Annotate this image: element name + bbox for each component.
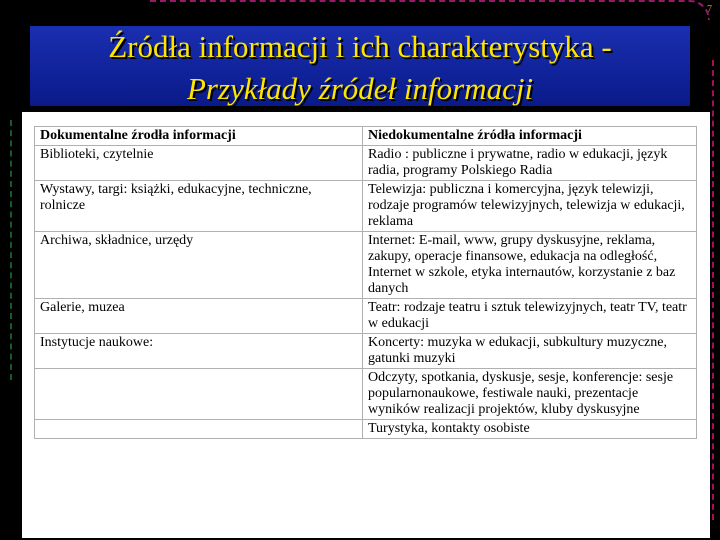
slide-title: Źródła informacji i ich charakterystyka -: [108, 29, 612, 64]
table-row: [35, 299, 697, 334]
cell-non-documentary: Turystyka, kontakty osobiste: [363, 420, 697, 439]
cell-documentary: [35, 420, 363, 439]
table-row: [35, 420, 697, 439]
cell-documentary: Galerie, muzea: [35, 299, 363, 334]
header-documentary: Dokumentalne źrodła informacji: [35, 127, 363, 146]
slide-subtitle: Przykłady źródeł informacji: [186, 71, 534, 106]
table-row: [35, 232, 697, 299]
decorative-border-top: [150, 0, 710, 20]
decorative-border-left: [10, 120, 20, 380]
table-row: [35, 334, 697, 369]
table-row: [35, 181, 697, 232]
slide-number: 7: [707, 4, 712, 15]
cell-non-documentary: Internet: E-mail, www, grupy dyskusyjne, reklama, zakupy, operacje finansowe, edukacja na odległość, Internet w szkole, etyka internautów, korzystanie z baz danych: [363, 232, 697, 299]
table-row: [35, 146, 697, 181]
cell-non-documentary: Koncerty: muzyka w edukacji, subkultury muzyczne, gatunki muzyki: [363, 334, 697, 369]
cell-documentary: Archiwa, składnice, urzędy: [35, 232, 363, 299]
cell-documentary: Biblioteki, czytelnie: [35, 146, 363, 181]
cell-documentary: Instytucje naukowe:: [35, 334, 363, 369]
sources-table: [34, 126, 697, 439]
header-non-documentary: Niedokumentalne źródła informacji: [363, 127, 697, 146]
table-row: [35, 369, 697, 420]
cell-non-documentary: Radio : publiczne i prywatne, radio w edukacji, język radia, programy Polskiego Radia: [363, 146, 697, 181]
cell-non-documentary: Teatr: rodzaje teatru i sztuk telewizyjnych, teatr TV, teatr w edukacji: [363, 299, 697, 334]
cell-documentary: Wystawy, targi: książki, edukacyjne, techniczne, rolnicze: [35, 181, 363, 232]
cell-non-documentary: Odczyty, spotkania, dyskusje, sesje, konferencje: sesje popularnonaukowe, festiwale nauki, prezentacje wyników realizacji projektów, kluby dyskusyjne: [363, 369, 697, 420]
table-header-row: [35, 127, 697, 146]
cell-documentary: [35, 369, 363, 420]
cell-non-documentary: Telewizja: publiczna i komercyjna, język telewizji, rodzaje programów telewizyjnych, telewizja w edukacji, reklama: [363, 181, 697, 232]
